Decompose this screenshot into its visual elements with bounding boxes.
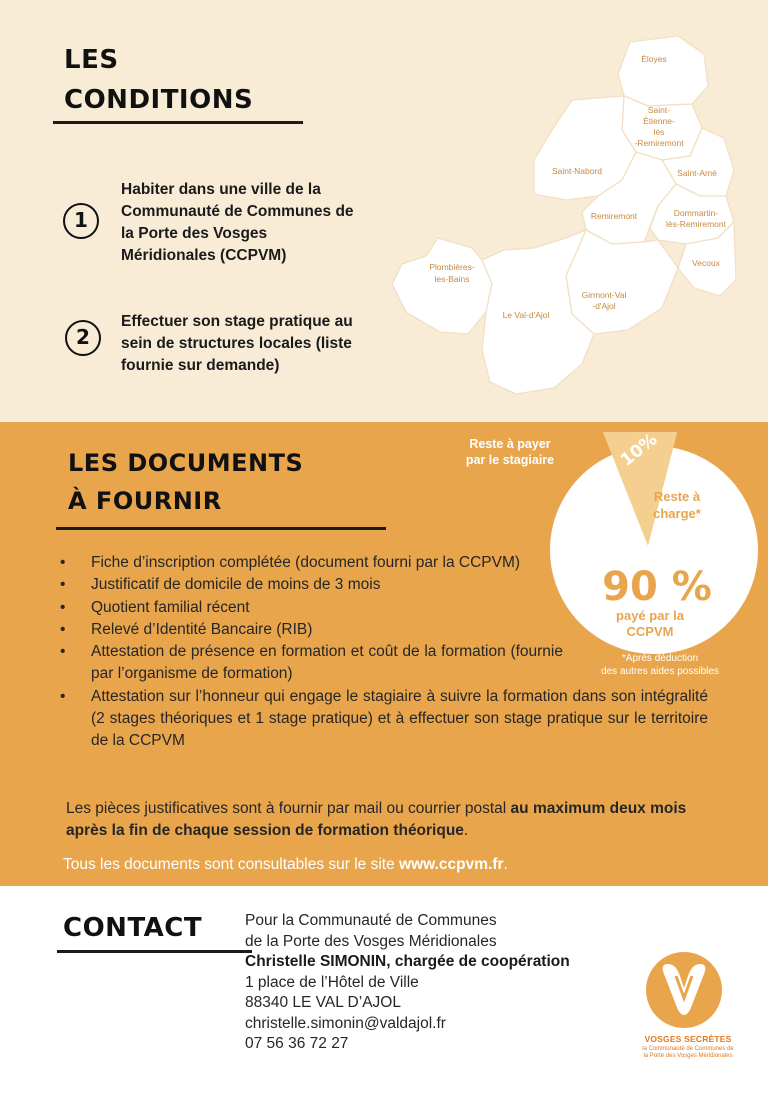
map-label: Vecoux: [692, 258, 720, 268]
territory-map: [386, 34, 736, 404]
pie-svg: [540, 432, 768, 682]
map-label: Saint-: [647, 105, 671, 115]
contact-details: [245, 911, 645, 1055]
pie-slice-ccpvm-value: 90 %: [602, 564, 712, 610]
pie-label-ccpvm-1: payé par la: [616, 608, 684, 623]
map-label: Éloyes: [641, 54, 667, 64]
condition-number-1: 1: [63, 203, 99, 239]
map-label: les-Bains: [434, 274, 470, 284]
map-label: -Remiremont: [634, 138, 684, 148]
list-item: • Attestation sur l’honneur qui engage le stagiaire à suivre la formation dans son intégralité (2 stages théoriques et 1 stage pratique) et à effectuer son stage pratique sur le territoire de la CCPVM: [58, 686, 708, 753]
documents-title: LES DOCUMENTS À FOURNIR: [68, 449, 304, 515]
contact-name: Christelle SIMONIN, chargée de coopération: [245, 953, 570, 970]
condition-number-2: 2: [65, 320, 101, 356]
map-commune-plombieres: [392, 238, 492, 334]
map-label: Girmont-Val: [581, 290, 627, 300]
condition-text-1: Habiter dans une ville de la Communauté de Communes de la Porte des Vosges Méridionales (CCPVM): [121, 181, 354, 264]
pie-label-charge-1: Reste à: [653, 489, 701, 504]
list-item: • Attestation de présence en formation et coût de la formation (fournie par l’organisme de formation): [58, 641, 563, 686]
website-link[interactable]: www.ccpvm.fr: [399, 856, 504, 873]
list-item: • Relevé d’Identité Bancaire (RIB): [58, 619, 708, 641]
map-label: Remiremont: [590, 211, 638, 221]
list-item: • Quotient familial récent: [58, 597, 708, 619]
contact-title: CONTACT: [63, 913, 203, 943]
cost-split-chart: [465, 432, 768, 682]
condition-text-2: Effectuer son stage pratique au sein de structures locales (liste fournie sur demande): [121, 313, 353, 374]
logo-subtitle: la Communauté de Communes de la Porte des Vosges Méridionales: [642, 1046, 734, 1059]
chart-footnote: *Après déduction des autres aides possibles: [601, 653, 719, 677]
map-label: Dommartin-: [673, 208, 719, 218]
vosges-secretes-logo: [624, 950, 754, 1070]
map-label: Le Val-d'Ajol: [502, 310, 550, 320]
deadline-note: Les pièces justificatives sont à fournir par mail ou courrier postal au maximum deux mois après la fin de chaque session de formation théorique.: [66, 800, 687, 839]
chart-label-stagiaire: Reste à payer par le stagiaire: [465, 437, 555, 467]
website-note: Tous les documents sont consultables sur le site www.ccpvm.fr.: [63, 856, 508, 873]
map-commune-girmont: [566, 230, 678, 334]
contact-email[interactable]: christelle.simonin@valdajol.fr: [245, 1014, 446, 1032]
logo-title: VOSGES SECRÈTES: [644, 1034, 732, 1044]
contact-address1: 1 place de l’Hôtel de Ville: [245, 973, 419, 991]
map-commune-eloyes: [618, 36, 708, 106]
map-label: Saint-Nabord: [551, 166, 603, 176]
map-label: Étienne-: [643, 116, 675, 126]
contact-line1: Pour la Communauté de Communes: [245, 912, 497, 929]
contact-phone[interactable]: 07 56 36 72 27: [245, 1035, 349, 1052]
pie-label-ccpvm-2: CCPVM: [626, 624, 674, 639]
pie-slice-stagiaire-value: 10%: [616, 432, 662, 471]
map-label: Plombières-: [429, 262, 475, 272]
logo-v-icon: [624, 950, 754, 1034]
contact-address2: 88340 LE VAL D’AJOL: [245, 994, 401, 1011]
documents-title-underline: [56, 527, 386, 530]
map-label: lès-Remiremont: [666, 219, 726, 229]
contact-title-underline: [57, 950, 252, 953]
conditions-title: LES CONDITIONS: [64, 45, 254, 115]
contact-line2: de la Porte des Vosges Méridionales: [245, 932, 497, 950]
list-item: • Justificatif de domicile de moins de 3 mois: [58, 574, 708, 596]
map-label: Saint-Amé: [677, 168, 717, 178]
map-label: -d'Ajol: [592, 301, 616, 311]
list-item: • Fiche d’inscription complétée (document fourni par la CCPVM): [58, 552, 563, 574]
map-label: lès: [653, 127, 665, 137]
pie-label-charge-2: charge*: [653, 506, 701, 521]
conditions-title-underline: [53, 121, 303, 124]
